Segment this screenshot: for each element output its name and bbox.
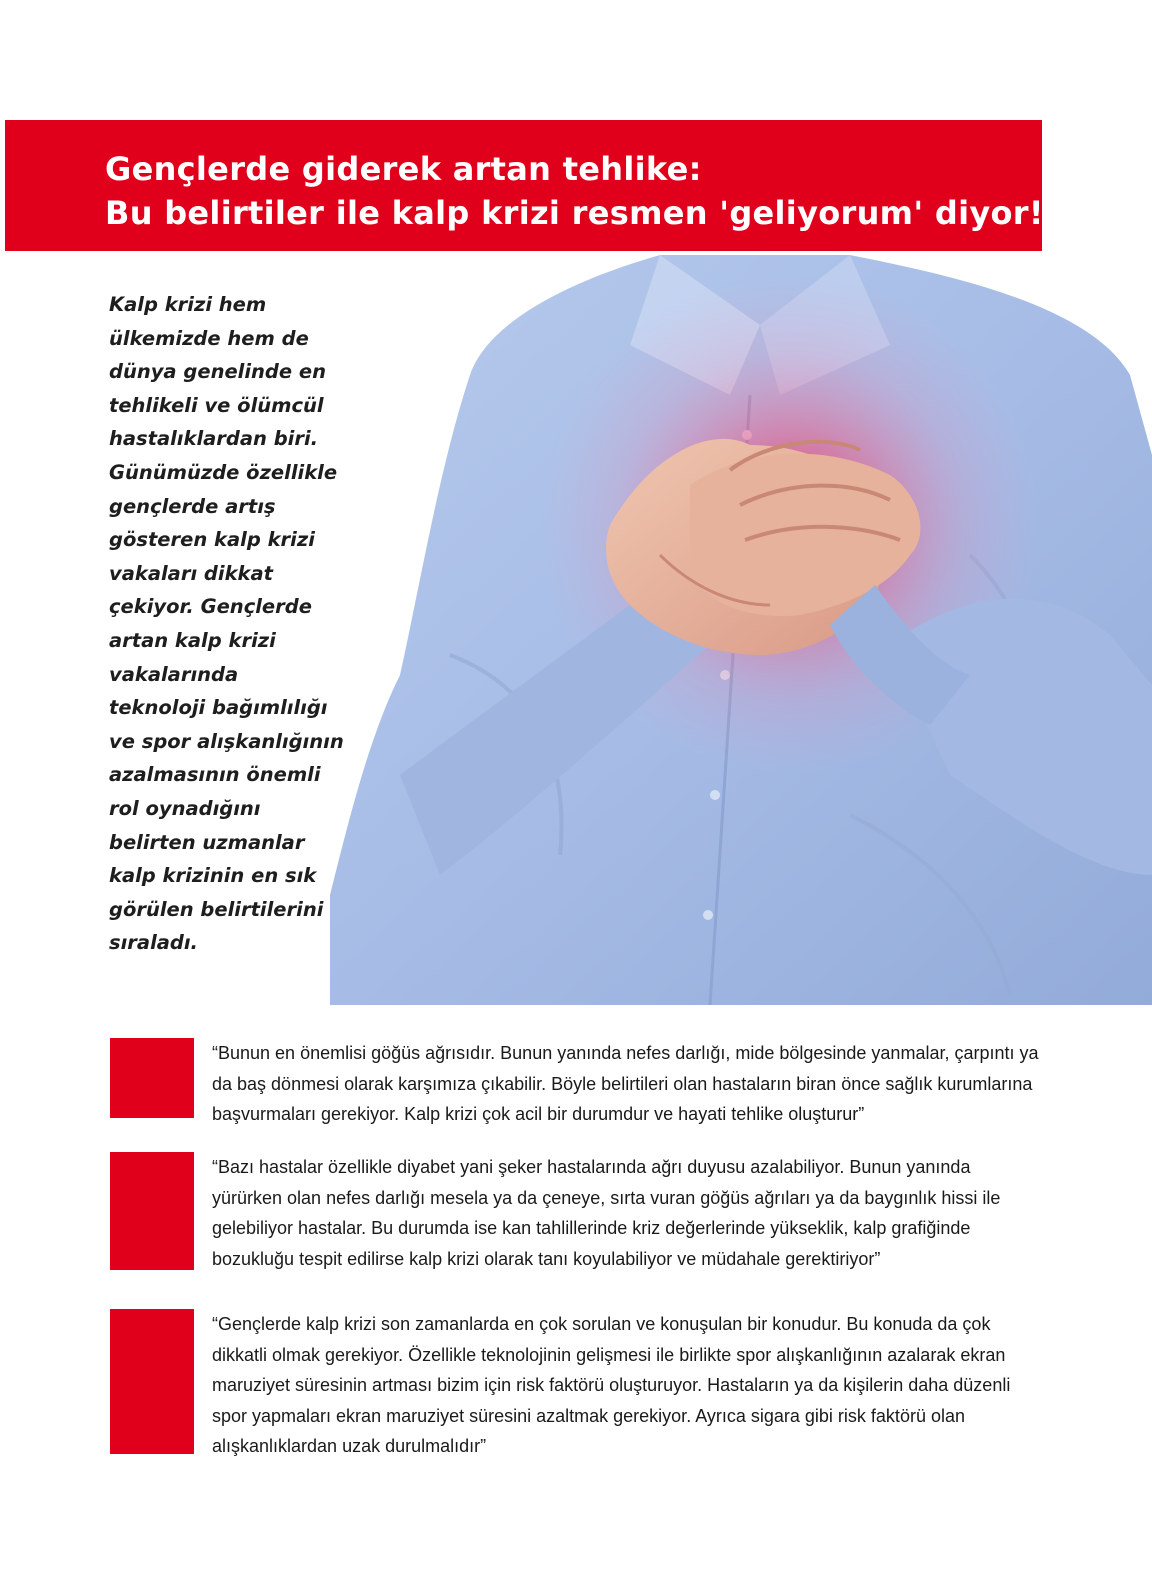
quote-line: “Bazı hastalar özellikle diyabet yani şeker hastalarında ağrı duyusu azalabiliyor. Bunun yanında — [212, 1157, 971, 1177]
intro-line: azalmasının önemli — [109, 763, 321, 787]
quote-text — [212, 1038, 1072, 1130]
intro-line: vakaları dikkat — [109, 561, 273, 585]
quote-line: maruziyet süresinin artması bizim için risk faktörü oluşturuyor. Hastaların ya da kişilerin daha düzenli — [212, 1375, 1011, 1395]
quote-line: başvurmaları gerekiyor. Kalp krizi çok acil bir durumdur ve hayati tehlike oluşturur” — [212, 1104, 865, 1124]
intro-line: Günümüzde özellikle — [109, 460, 338, 484]
headline-line-2: Bu belirtiler ile kalp krizi resmen 'geliyorum' diyor! — [105, 194, 1044, 232]
quote-line: gelebiliyor hastalar. Bu durumda ise kan tahlillerinde kriz değerlerinde yükseklik, kalp grafiğinde — [212, 1218, 971, 1238]
quote-text — [212, 1152, 1072, 1274]
quote-line: alışkanlıklardan uzak durulmalıdır” — [212, 1436, 487, 1456]
quote-accent-bar — [110, 1309, 194, 1454]
intro-line: görülen belirtilerini — [109, 897, 324, 921]
intro-line: belirten uzmanlar — [109, 830, 305, 854]
intro-line: artan kalp krizi — [109, 628, 276, 652]
intro-line: Kalp krizi hem — [109, 293, 267, 316]
intro-line: sıraladı. — [109, 931, 198, 955]
intro-line: tehlikeli ve ölümcül — [109, 393, 324, 417]
quote-line: yürürken olan nefes darlığı mesela ya da çeneye, sırta vuran göğüs ağrıları ya da baygınlık hissi ile — [212, 1187, 1001, 1208]
intro-line: teknoloji bağımlılığı — [109, 696, 328, 720]
quote-line: “Gençlerde kalp krizi son zamanlarda en çok sorulan ve konuşulan bir konudur. Bu konuda da çok — [212, 1314, 991, 1334]
intro-line: hastalıklardan biri. — [109, 427, 319, 451]
quote-accent-bar — [110, 1038, 194, 1118]
quote-accent-bar — [110, 1152, 194, 1270]
quote-text — [212, 1309, 1072, 1462]
intro-line: ülkemizde hem de — [109, 326, 309, 350]
quote-line: dikkatli olmak gerekiyor. Özellikle teknolojinin gelişmesi ile birlikte spor alışkanlığının azalarak ekran — [212, 1344, 1006, 1365]
intro-line: kalp krizinin en sık — [109, 864, 317, 888]
intro-line: vakalarında — [109, 662, 239, 686]
quote-line: da baş dönmesi olarak karşımıza çıkabilir. Böyle belirtileri olan hastaların biran önce sağlık kurumlarına — [212, 1073, 1033, 1094]
intro-line: dünya genelinde en — [109, 360, 327, 384]
intro-line: gösteren kalp krizi — [109, 528, 315, 552]
quote-line: spor yapmaları ekran maruziyet süresini azaltmak gerekiyor. Ayrıca sigara gibi risk faktörü olan — [212, 1405, 965, 1426]
intro-line: ve spor alışkanlığının — [109, 729, 344, 753]
chest-pain-photo — [330, 255, 1152, 1005]
intro-line: gençlerde artış — [109, 494, 276, 518]
intro-line: rol oynadığını — [109, 796, 261, 820]
intro-paragraph — [109, 288, 344, 960]
intro-line: çekiyor. Gençlerde — [109, 595, 312, 619]
quote-line: bozukluğu tespit edilirse kalp krizi olarak tanı koyulabiliyor ve müdahale gerektiriyor” — [212, 1248, 881, 1269]
headline-line-1: Gençlerde giderek artan tehlike: — [105, 150, 702, 188]
quote-line: “Bunun en önemlisi göğüs ağrısıdır. Bunun yanında nefes darlığı, mide bölgesinde yanmalar, çarpıntı ya — [212, 1043, 1039, 1063]
title-banner — [5, 120, 1042, 251]
